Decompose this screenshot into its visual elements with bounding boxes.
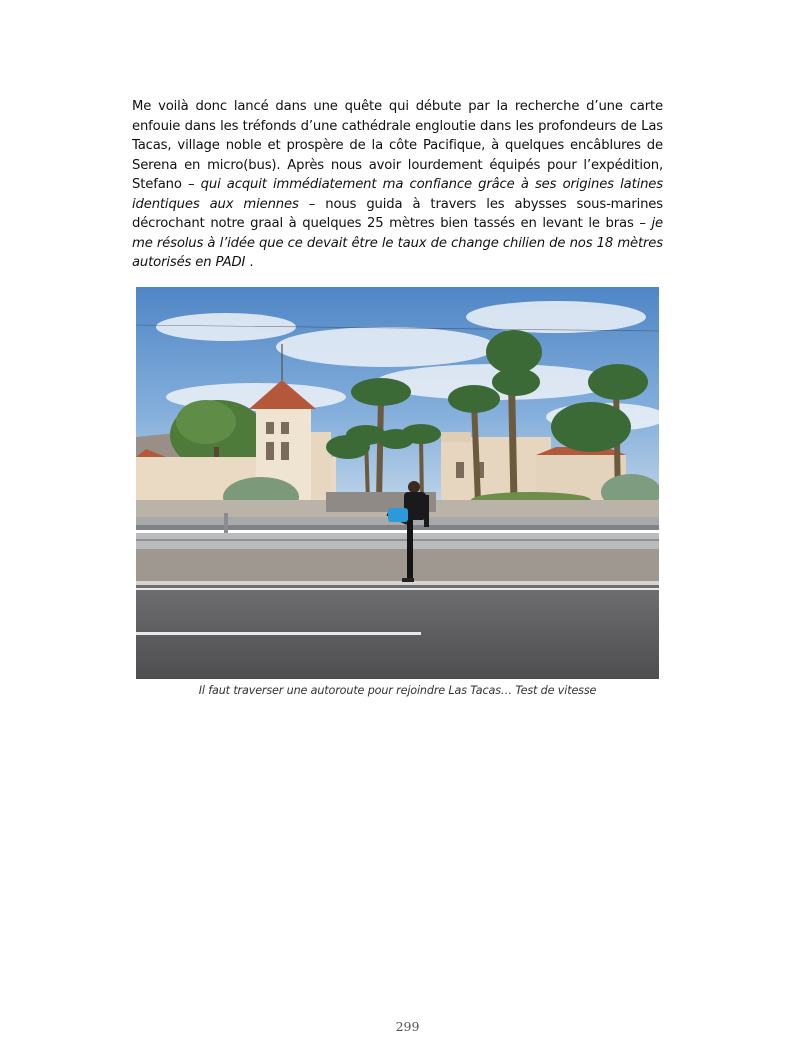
paragraph-text-1: Me voilà donc lancé dans une quête qui débute par la recherche d’une carte enfouie dans les tréfonds d’une cathédrale engloutie dans les profondeurs de Las Tacas, village noble et prospère de la côte Pacifique, à quelques encâblures de Serena en micro(bus). Après nous avoir lourdement équipés pour l’expédition, Stefano – bbox=[132, 99, 663, 192]
paragraph-text-2: – nous guida à travers les abysses sous-marines décrochant notre graal à quelques 25 mètres bien tassés en levant le bras – bbox=[132, 196, 663, 231]
paragraph-text-3: . bbox=[249, 255, 254, 270]
gravel-shoulder bbox=[136, 549, 659, 581]
figure-caption: Il faut traverser une autoroute pour rejoindre Las Tacas… Test de vitesse bbox=[198, 684, 597, 697]
paragraph-italic-2: je me résolus à l’idée que ce devait être le taux de change chilien de nos 18 mètres autorisés en PADI bbox=[132, 216, 663, 270]
page-number: 299 bbox=[395, 1019, 420, 1034]
body-paragraph bbox=[132, 97, 663, 273]
photo-figure bbox=[136, 287, 659, 679]
paragraph-italic-1: qui acquit immédiatement ma confiance grâce à ses origines latines identiques aux miennes bbox=[132, 177, 663, 212]
highway-photo bbox=[136, 287, 659, 679]
